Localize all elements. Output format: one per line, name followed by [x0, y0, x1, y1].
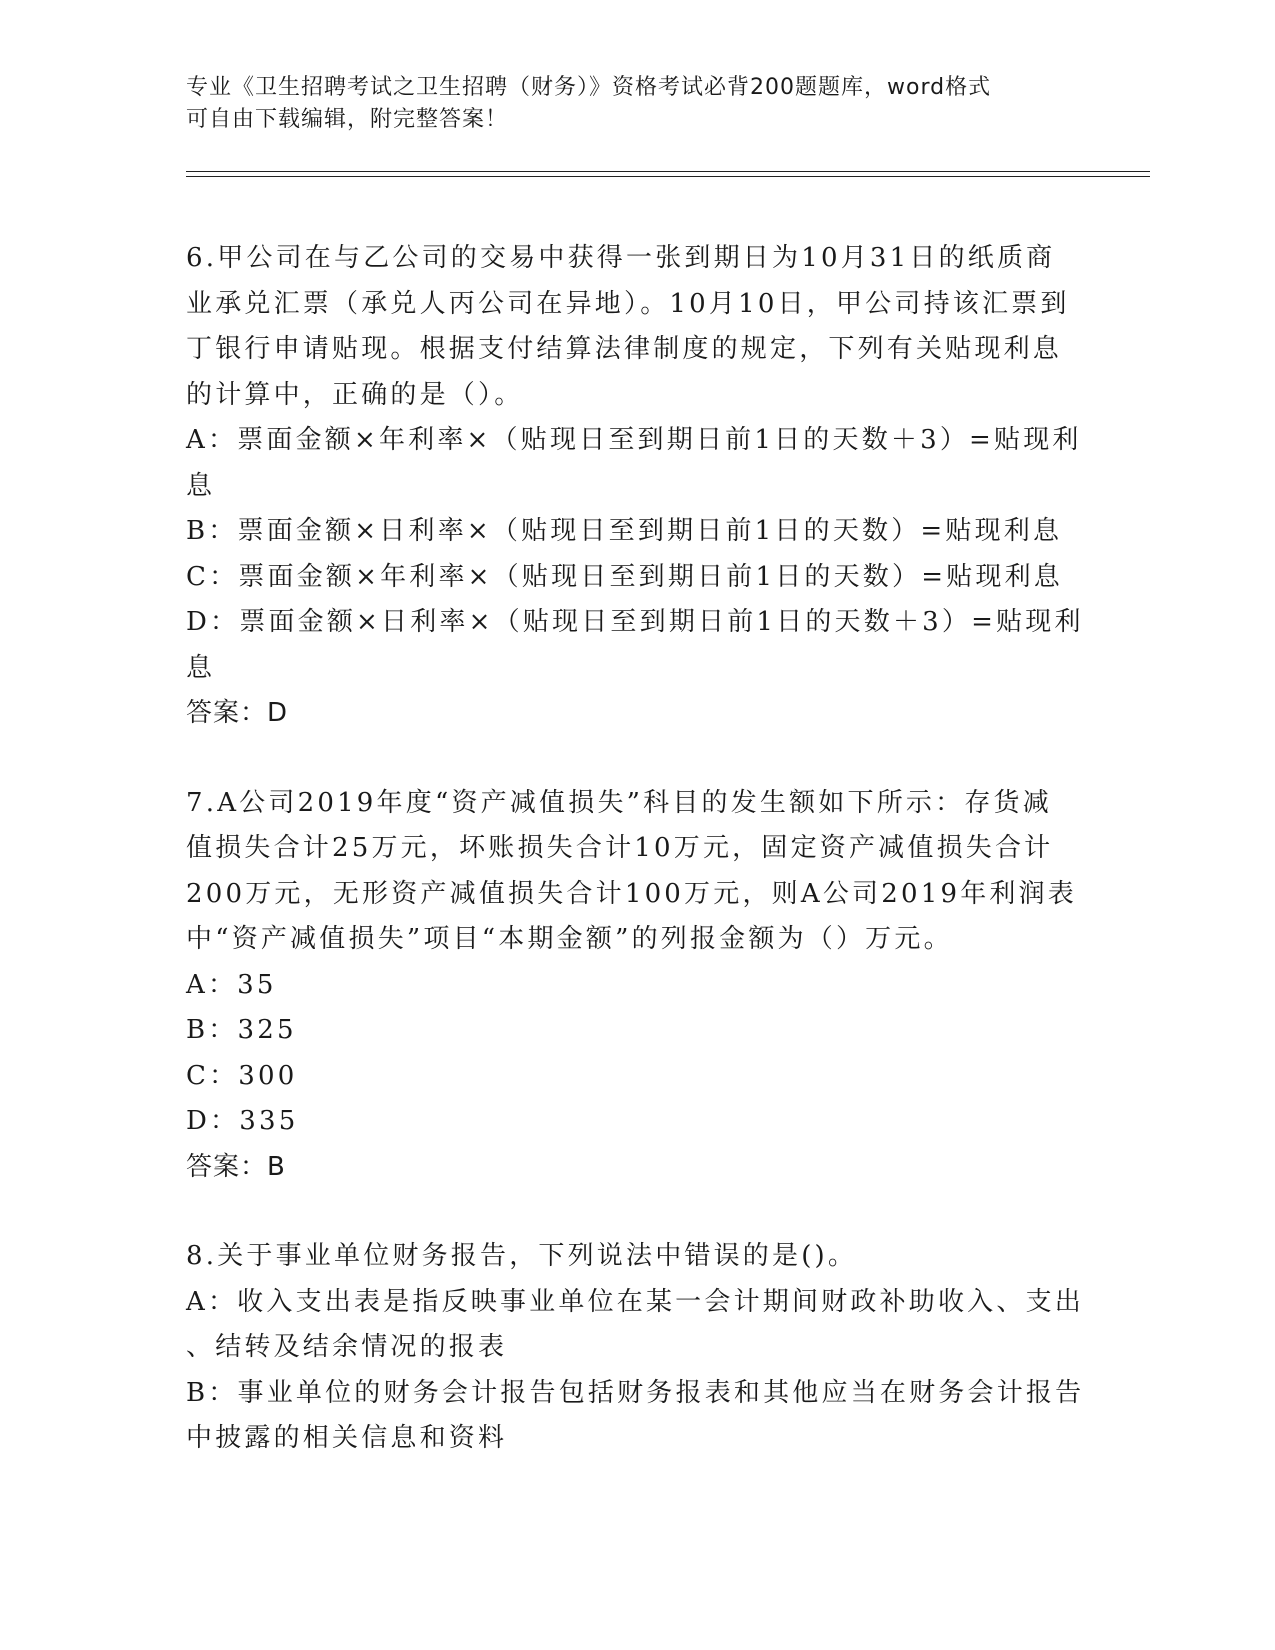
- question-stem-line: 丁银行申请贴现。根据支付结算法律制度的规定，下列有关贴现利息: [186, 334, 1063, 364]
- option-d: D：票面金额×日利率×（贴现日至到期日前1日的天数＋3）=贴现利: [186, 607, 1084, 637]
- question-spacer: [186, 1190, 1086, 1234]
- question-7: [186, 781, 1086, 1191]
- header-line-1: 专业《卫生招聘考试之卫生招聘（财务）》资格考试必背200题题库，word格式: [186, 75, 992, 100]
- option-b-continued: 中披露的相关信息和资料: [186, 1423, 508, 1453]
- question-stem-line: 中“资产减值损失”项目“本期金额”的列报金额为（）万元。: [186, 924, 953, 954]
- question-list: [186, 236, 1086, 1462]
- option-a: A：收入支出表是指反映事业单位在某一会计期间财政补助收入、支出: [186, 1286, 1084, 1317]
- option-a-continued: 息: [186, 470, 216, 501]
- option-c: C：票面金额×年利率×（贴现日至到期日前1日的天数）=贴现利息: [186, 561, 1063, 592]
- answer-label: 答案：B: [186, 1151, 286, 1182]
- answer-label: 答案：D: [186, 698, 289, 728]
- option-b: B：325: [186, 1015, 297, 1045]
- option-b: B：事业单位的财务会计报告包括财务报表和其他应当在财务会计报告: [186, 1377, 1085, 1408]
- question-stem-line: 值损失合计25万元，坏账损失合计10万元，固定资产减值损失合计: [186, 833, 1054, 863]
- question-stem-line: 业承兑汇票（承兑人丙公司在异地）。10月10日，甲公司持该汇票到: [186, 288, 1070, 319]
- header-rule-bottom: [186, 176, 1150, 177]
- question-spacer: [186, 737, 1086, 781]
- question-6: [186, 236, 1086, 737]
- option-a: A：35: [186, 969, 277, 1000]
- question-stem-line: 8.关于事业单位财务报告，下列说法中错误的是()。: [186, 1241, 858, 1271]
- document-header: [186, 72, 1066, 136]
- question-stem-line: 200万元，无形资产减值损失合计100万元，则A公司2019年利润表: [186, 878, 1077, 909]
- question-stem-line: 7.A公司2019年度“资产减值损失”科目的发生额如下所示：存货减: [186, 787, 1052, 818]
- option-a-continued: 、结转及结余情况的报表: [186, 1332, 508, 1362]
- option-d: D：335: [186, 1106, 299, 1136]
- option-c: C：300: [186, 1060, 298, 1091]
- question-8: [186, 1234, 1086, 1462]
- question-stem-line: 的计算中，正确的是（）。: [186, 379, 524, 410]
- header-line-2: 可自由下载编辑，附完整答案！: [186, 107, 509, 132]
- option-a: A：票面金额×年利率×（贴现日至到期日前1日的天数＋3）=贴现利: [186, 425, 1082, 455]
- option-d-continued: 息: [186, 652, 216, 683]
- header-rule-top: [186, 171, 1150, 172]
- question-stem-line: 6.甲公司在与乙公司的交易中获得一张到期日为10月31日的纸质商: [186, 243, 1056, 273]
- option-b: B：票面金额×日利率×（贴现日至到期日前1日的天数）=贴现利息: [186, 516, 1063, 546]
